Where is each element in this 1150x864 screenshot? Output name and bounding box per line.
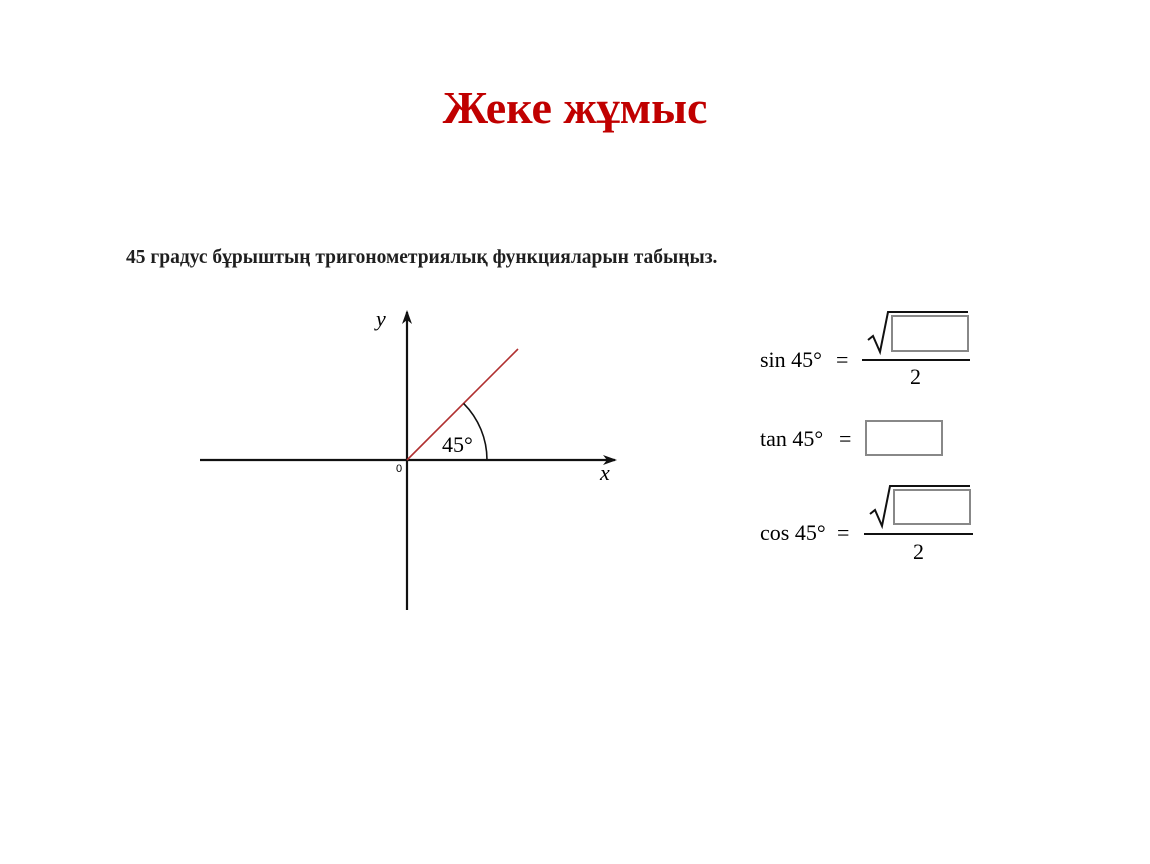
y-axis-label: y [376, 306, 386, 331]
sin-denominator: 2 [910, 364, 921, 389]
cos-lhs: cos 45° [760, 520, 826, 545]
sin-equals: = [836, 347, 849, 372]
cos-denominator: 2 [913, 539, 924, 564]
angle-label: 45° [442, 432, 473, 457]
tan-lhs: tan 45° [760, 426, 824, 451]
origin-label: 0 [396, 463, 403, 475]
task-statement: 45 градус бұрыштың тригонометриялық функцияларын табыңыз. [126, 247, 718, 268]
sin-formula [760, 312, 970, 389]
cos-equals: = [837, 520, 850, 545]
x-axis-label: x [600, 460, 610, 485]
tan-formula [760, 421, 942, 455]
tan-equals: = [839, 426, 852, 451]
sin-lhs: sin 45° [760, 347, 822, 372]
sin-answer-box[interactable] [892, 316, 968, 351]
tan-answer-box[interactable] [866, 421, 942, 455]
slide-title: Жеке жұмыс [442, 82, 708, 133]
cos-formula [760, 486, 973, 564]
cos-answer-box[interactable] [894, 490, 970, 524]
